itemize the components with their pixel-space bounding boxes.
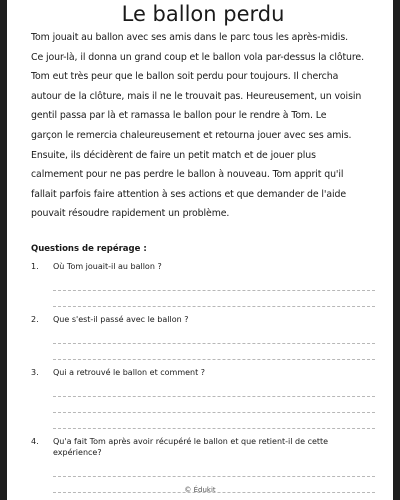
question-text: Qu'a fait Tom après avoir récupéré le ballon et que retient-il de cette expérience? (53, 436, 329, 457)
story-line: Ensuite, ils décidèrent de faire un petit match et de jouer plus (31, 149, 316, 161)
story-line: pouvait résoudre rapidement un problème. (31, 208, 230, 220)
story-line: calmement pour ne pas perdre le ballon à nouveau. Tom apprit qu'il (31, 169, 344, 181)
answer-line[interactable] (53, 344, 375, 360)
story-line: garçon le remercia chaleureusement et retourna jouer avec ses amis. (31, 129, 352, 141)
answer-line[interactable] (53, 397, 375, 413)
story-line: gentil passa par là et ramassa le ballon pour le rendre à Tom. Le (31, 110, 327, 122)
question-text: Qui a retrouvé le ballon et comment ? (53, 367, 206, 377)
story-line: Ce jour-là, il donna un grand coup et le ballon vola par-dessus la clôture. (31, 51, 364, 63)
answer-line[interactable] (53, 291, 375, 307)
story-text (31, 28, 375, 224)
question-4 (31, 436, 375, 493)
answer-line[interactable] (53, 328, 375, 344)
worksheet-page (7, 0, 393, 500)
copyright-footer: © Édukit (184, 486, 216, 494)
questions-heading: Questions de repérage : (31, 243, 147, 254)
question-number: 3. (31, 367, 39, 377)
question-number: 2. (31, 314, 39, 324)
question-2 (31, 314, 375, 360)
story-line: autour de la clôture, mais il ne le trouvait pas. Heureusement, un voisin (31, 90, 362, 102)
answer-line[interactable] (53, 275, 375, 291)
question-1 (31, 261, 375, 307)
question-3 (31, 367, 375, 429)
answer-line[interactable] (53, 413, 375, 429)
story-line: fallait parfois faire attention à ses actions et que demander de l'aide (31, 188, 347, 200)
answer-line[interactable] (53, 381, 375, 397)
page-title: Le ballon perdu (121, 2, 285, 26)
story-line: Tom eut très peur que le ballon soit perdu pour toujours. Il chercha (31, 71, 339, 83)
story-line: Tom jouait au ballon avec ses amis dans le parc tous les après-midis. (31, 32, 348, 43)
question-text: Où Tom jouait-il au ballon ? (53, 261, 162, 271)
answer-line[interactable] (53, 461, 375, 477)
question-number: 1. (31, 261, 39, 271)
question-text: Que s'est-il passé avec le ballon ? (53, 314, 189, 324)
question-number: 4. (31, 436, 39, 446)
